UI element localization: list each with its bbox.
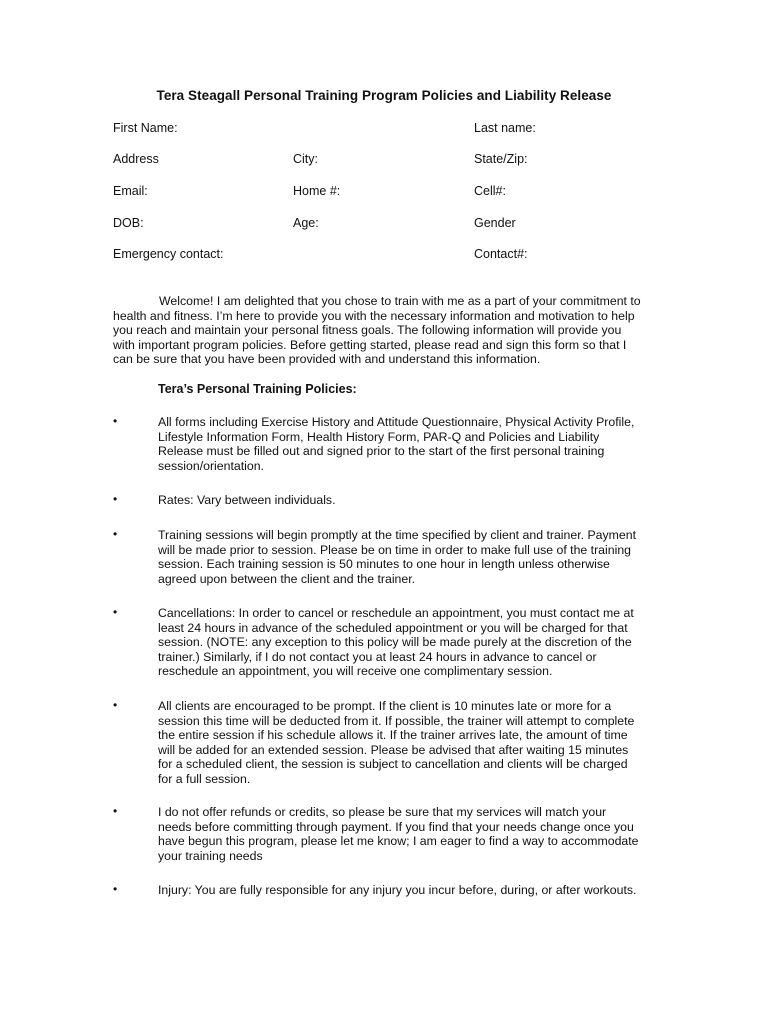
bullet-icon: • [113,492,118,506]
policy-text: All clients are encouraged to be prompt. If the client is 10 minutes late or more for a session this time will be deducted from it. If possible, the trainer will attempt to complete the entire session if his schedule allows it. If the trainer arrives late, the amount of time will be added for an extended session. Please be advised that after waiting 15 minutes for a scheduled client, the session is subject to cancellation and clients will be charged for a full session. [158,699,635,786]
policy-item [113,528,658,586]
policy-item [113,805,658,863]
policy-text: Rates: Vary between individuals. [158,493,336,507]
last-name-label: Last name: [474,121,536,135]
first-name-label: First Name: [113,121,178,135]
state-zip-label: State/Zip: [474,152,528,166]
email-label: Email: [113,184,148,198]
policy-item [113,493,658,508]
contact-number-label: Contact#: [474,247,528,261]
welcome-rest: health and fitness. I’m here to provide you with the necessary information and motivation to help you reach and maintain your personal fitness goals. The following information will provide you with important program policies. Before getting started, please read and sign this form so that I can be sure that you have been provided with and understand this information. [113,308,635,366]
bullet-icon: • [113,882,118,896]
policy-item [113,883,658,898]
bullet-icon: • [113,804,118,818]
cell-phone-label: Cell#: [474,184,506,198]
bullet-icon: • [113,414,118,428]
bullet-icon: • [113,698,118,712]
welcome-paragraph [113,294,658,367]
policies-heading: Tera’s Personal Training Policies: [158,382,357,396]
policy-item [113,606,658,679]
welcome-first-line: Welcome! I am delighted that you chose to train with me as a part of your commitment to [159,294,641,308]
bullet-icon: • [113,527,118,541]
policy-text: Training sessions will begin promptly at the time specified by client and trainer. Payment will be made prior to session. Please be on time in order to make full use of the training session. Each training session is 50 minutes to one hour in length unless otherwise agreed upon between the client and the trainer. [158,528,636,586]
policy-item [113,415,658,473]
policy-item [113,699,658,787]
policy-text: Cancellations: In order to cancel or reschedule an appointment, you must contact me at least 24 hours in advance of the scheduled appointment or you will be charged for that session. (NOTE: any exception to this policy will be made purely at the discretion of the trainer.) Similarly, if I do not contact you at least 24 hours in advance to cancel or reschedule an appointment, you will receive one complimentary session. [158,606,634,679]
gender-label: Gender [474,216,516,230]
policy-text: Injury: You are fully responsible for any injury you incur before, during, or after workouts. [158,883,637,897]
age-label: Age: [293,216,319,230]
home-phone-label: Home #: [293,184,341,198]
dob-label: DOB: [113,216,144,230]
address-label: Address [113,152,159,166]
bullet-icon: • [113,605,118,619]
city-label: City: [293,152,318,166]
document-title: Tera Steagall Personal Training Program Policies and Liability Release [156,88,612,103]
policy-text: All forms including Exercise History and Attitude Questionnaire, Physical Activity Profile, Lifestyle Information Form, Health History Form, PAR-Q and Policies and Liability Release must be filled out and signed prior to the start of the first personal training session/orientation. [158,415,635,473]
emergency-contact-label: Emergency contact: [113,247,224,261]
policy-text: I do not offer refunds or credits, so please be sure that my services will match your needs before committing through payment. If you find that your needs change once you have begun this program, please let me know; I am eager to find a way to accommodate your training needs [158,805,639,863]
